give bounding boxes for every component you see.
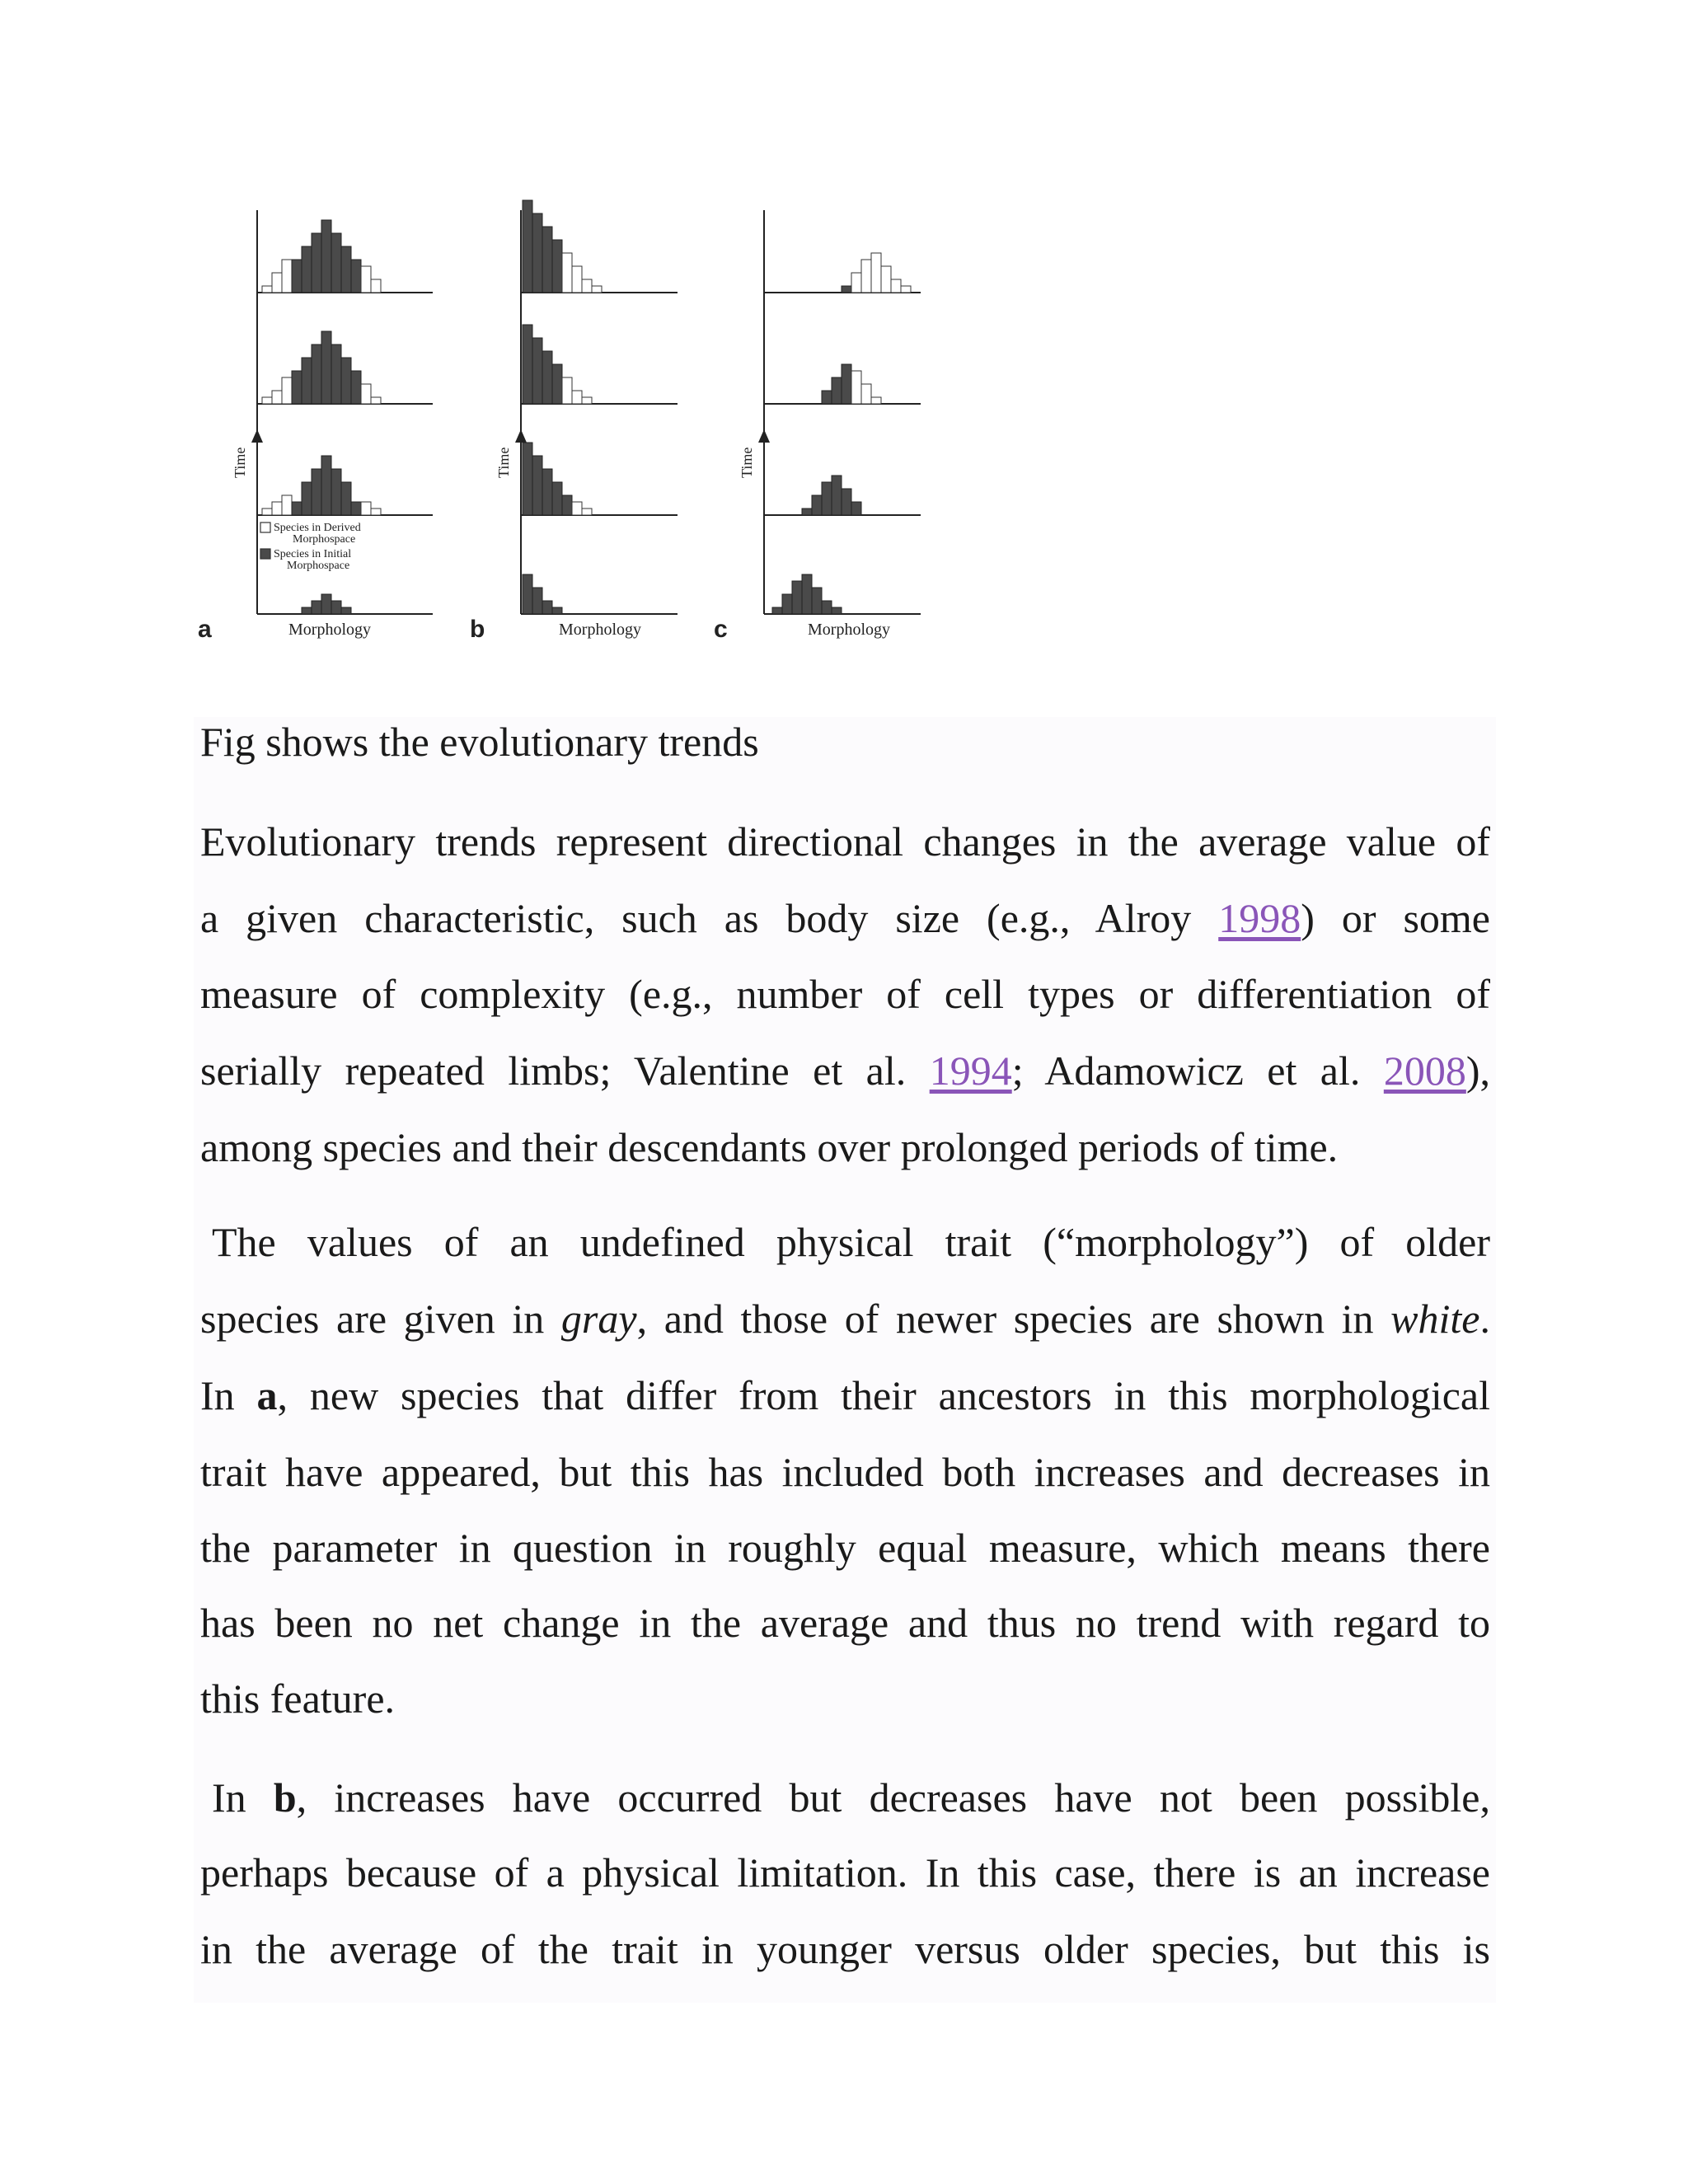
panel-a-row-3-initial-bar — [351, 371, 361, 404]
panel-b-row-4-initial-bar — [532, 213, 542, 293]
panel-a-row-3-initial-bar — [321, 331, 331, 404]
panel-a-row-4-derived-bar — [371, 279, 381, 293]
panel-b-row-4-initial-bar — [523, 200, 532, 293]
panel-c-row-1-initial-bar — [782, 594, 792, 614]
panel-b-row-3-derived-bar — [582, 397, 592, 404]
panel-c-time-arrow-icon — [758, 429, 770, 443]
panel-c-row-1-initial-bar — [822, 601, 832, 614]
legend-initial-line1: Species in Initial — [274, 548, 352, 560]
citation-link-1998[interactable]: 1998 — [1218, 895, 1301, 941]
p2-line-2-end: . — [1479, 1296, 1490, 1342]
panel-a-row-2-derived-bar — [282, 495, 292, 515]
panel-a-reference: a — [256, 1372, 278, 1418]
panel-c-row-1-initial-bar — [802, 574, 812, 614]
p3-line-1-start: In — [212, 1774, 274, 1821]
panel-a-row-2-initial-bar — [321, 456, 331, 515]
legend-derived-swatch — [260, 523, 270, 532]
panel-a-row-3-derived-bar — [262, 397, 272, 404]
panel-b-row-2-initial-bar — [562, 495, 572, 515]
panel-b-row-4-derived-bar — [572, 266, 582, 293]
p1-line-4-end: ), — [1465, 1047, 1490, 1094]
panel-b-xlabel: Morphology — [559, 621, 641, 639]
panel-c-row-4-derived-bar — [881, 266, 891, 293]
panel-a-row-3-initial-bar — [302, 358, 312, 404]
panel-a-row-2-initial-bar — [292, 502, 302, 515]
panel-a-row-4-initial-bar — [321, 220, 331, 293]
p2-line-2-text: species are given in — [200, 1296, 561, 1342]
panel-a-row-2-initial-bar — [351, 502, 361, 515]
p2-line-3 — [200, 1371, 1490, 1420]
panel-b-reference: b — [273, 1774, 297, 1821]
p3-line-3: in the average of the trait in younger versus older species, but this is — [200, 1926, 1490, 1972]
legend-initial-swatch — [260, 549, 270, 559]
p3-line-2: perhaps because of a physical limitation. In this case, there is an increase — [200, 1849, 1490, 1896]
p1-line-4-mid: ; Adamowicz et al. — [1011, 1047, 1384, 1094]
panel-a-row-4-initial-bar — [331, 233, 341, 293]
panel-c-row-2-initial-bar — [851, 502, 861, 515]
panel-b-row-4-derived-bar — [562, 253, 572, 293]
panel-a-row-2-initial-bar — [341, 482, 351, 515]
panel-a-row-4-derived-bar — [282, 260, 292, 293]
panel-a-row-4-initial-bar — [351, 260, 361, 293]
panel-a-row-3-initial-bar — [292, 371, 302, 404]
figure-caption: Fig shows the evolutionary trends — [200, 719, 759, 765]
panel-c-row-4-derived-bar — [861, 260, 871, 293]
panel-c-row-3-derived-bar — [851, 371, 861, 404]
p2-line-2-mid: , and those of newer species are shown in — [636, 1296, 1391, 1342]
panel-b-row-4-initial-bar — [552, 240, 562, 293]
panel-a-row-3-derived-bar — [282, 377, 292, 404]
panel-a-row-1-initial-bar — [341, 607, 351, 614]
panel-b-time-arrow-icon — [515, 429, 527, 443]
p2-line-7: this feature. — [200, 1675, 396, 1722]
p1-line-2-end: ) or some — [1301, 895, 1490, 941]
panel-b-row-3-initial-bar — [532, 338, 542, 404]
panel-a-time-arrow-icon — [251, 429, 263, 443]
panel-b-row-3-initial-bar — [552, 364, 562, 404]
panel-a-row-3-derived-bar — [272, 391, 282, 404]
p2-line-6: has been no net change in the average and thus no trend with regard to — [200, 1600, 1490, 1646]
panel-b-row-2-initial-bar — [552, 482, 562, 515]
legend-derived-line1: Species in Derived — [274, 522, 361, 534]
panel-b-row-3-derived-bar — [562, 377, 572, 404]
white-emphasis: white — [1390, 1296, 1480, 1342]
p3-line-1 — [212, 1773, 1490, 1822]
panel-a-row-3-derived-bar — [361, 384, 371, 404]
panel-a-row-4-derived-bar — [361, 266, 371, 293]
panel-b-row-2-initial-bar — [542, 469, 552, 515]
panel-c-row-1-initial-bar — [812, 588, 822, 614]
p2-line-1: The values of an undefined physical trait (“morphology”) of older — [212, 1219, 1490, 1265]
panel-b-row-3-initial-bar — [542, 351, 552, 404]
p1-line-5: among species and their descendants over prolonged periods of time. — [200, 1124, 1339, 1170]
panel-b-row-4-initial-bar — [542, 227, 552, 293]
p2-line-4: trait have appeared, but this has included both increases and decreases in — [200, 1449, 1490, 1495]
panel-c-row-2-initial-bar — [842, 489, 851, 515]
panel-a-xlabel: Morphology — [288, 621, 371, 639]
p1-line-4 — [200, 1046, 1490, 1095]
panel-b-row-2-initial-bar — [523, 443, 532, 515]
panel-c-row-1-initial-bar — [772, 607, 782, 614]
panel-a-row-4-derived-bar — [272, 273, 282, 293]
panel-c-row-4-derived-bar — [851, 273, 861, 293]
legend-initial-line2: Morphospace — [287, 560, 350, 572]
panel-c-row-3-derived-bar — [861, 384, 871, 404]
gray-emphasis: gray — [560, 1296, 637, 1342]
panel-b-ylabel: Time — [495, 447, 512, 478]
figure-svg — [190, 185, 948, 655]
panel-c-row-2-initial-bar — [822, 482, 832, 515]
panel-c-xlabel: Morphology — [808, 621, 890, 639]
p2-line-5: the parameter in question in roughly equal measure, which means there — [200, 1525, 1490, 1571]
panel-b-row-4-derived-bar — [582, 279, 592, 293]
panel-a-row-4-initial-bar — [312, 233, 321, 293]
panel-b-row-1-initial-bar — [552, 607, 562, 614]
panel-a-row-1-initial-bar — [312, 601, 321, 614]
panel-a-ylabel: Time — [232, 447, 248, 478]
panel-c — [714, 210, 921, 643]
panel-b-row-1-initial-bar — [523, 574, 532, 614]
p2-line-2 — [200, 1294, 1490, 1343]
panel-c-row-4-initial-bar — [842, 286, 851, 293]
p1-line-2 — [200, 893, 1490, 943]
panel-b-row-2-derived-bar — [582, 509, 592, 515]
panel-c-row-2-initial-bar — [802, 509, 812, 515]
p1-line-1: Evolutionary trends represent directional changes in the average value of — [200, 818, 1490, 865]
panel-c-row-2-initial-bar — [812, 495, 822, 515]
panel-b-letter: b — [470, 616, 485, 643]
panel-a-row-4-derived-bar — [262, 286, 272, 293]
panel-a-letter: a — [198, 616, 212, 643]
panel-c-row-1-initial-bar — [792, 581, 802, 614]
panel-a-row-3-derived-bar — [371, 397, 381, 404]
p1-line-3: measure of complexity (e.g., number of cell types or differentiation of — [200, 971, 1490, 1017]
panel-a-row-2-derived-bar — [262, 509, 272, 515]
panel-c-row-4-derived-bar — [871, 253, 881, 293]
citation-link-2008[interactable]: 2008 — [1383, 1047, 1466, 1094]
panel-c-row-4-derived-bar — [901, 286, 911, 293]
p3-line-1-text: , increases have occurred but decreases have not been possible, — [296, 1774, 1490, 1821]
panel-c-row-3-initial-bar — [832, 377, 842, 404]
panel-a-row-2-derived-bar — [361, 502, 371, 515]
article-text — [194, 717, 1496, 2003]
panel-a-row-3-initial-bar — [312, 344, 321, 404]
panel-a-row-1-initial-bar — [321, 594, 331, 614]
panel-a-row-2-initial-bar — [331, 469, 341, 515]
panel-a-row-1-initial-bar — [302, 607, 312, 614]
panel-a-row-3-initial-bar — [331, 344, 341, 404]
panel-b — [470, 200, 678, 643]
panel-b-row-3-initial-bar — [523, 325, 532, 404]
panel-c-ylabel: Time — [738, 447, 755, 478]
legend-derived-line2: Morphospace — [293, 533, 356, 546]
panel-a-row-3-initial-bar — [341, 358, 351, 404]
panel-b-row-1-initial-bar — [532, 588, 542, 614]
panel-a-row-2-derived-bar — [371, 509, 381, 515]
panel-b-row-2-derived-bar — [572, 502, 582, 515]
panel-c-row-3-initial-bar — [842, 364, 851, 404]
panel-a-row-4-initial-bar — [341, 246, 351, 293]
panel-a — [198, 210, 433, 643]
panel-c-row-1-initial-bar — [832, 607, 842, 614]
panel-c-letter: c — [714, 616, 728, 643]
panel-c-row-3-derived-bar — [871, 397, 881, 404]
panel-c-row-3-initial-bar — [822, 391, 832, 404]
panel-b-row-1-initial-bar — [542, 601, 552, 614]
panel-a-legend — [260, 522, 361, 572]
panel-a-row-2-initial-bar — [312, 469, 321, 515]
panel-a-row-1-initial-bar — [331, 601, 341, 614]
p2-line-3-text: , new species that differ from their ancestors in this morphological — [277, 1372, 1490, 1418]
panel-a-row-2-initial-bar — [302, 482, 312, 515]
panel-c-row-4-derived-bar — [891, 279, 901, 293]
panel-a-row-4-initial-bar — [292, 260, 302, 293]
panel-c-row-2-initial-bar — [832, 476, 842, 515]
citation-link-1994[interactable]: 1994 — [929, 1047, 1012, 1094]
panel-b-row-3-derived-bar — [572, 391, 582, 404]
p1-line-4-text: serially repeated limbs; Valentine et al. — [200, 1047, 930, 1094]
panel-a-row-4-initial-bar — [302, 246, 312, 293]
panel-b-row-4-derived-bar — [592, 286, 602, 293]
panel-b-row-2-initial-bar — [532, 456, 542, 515]
p1-line-2-text: a given characteristic, such as body size (e.g., Alroy — [200, 895, 1219, 941]
p2-line-3-start: In — [200, 1372, 257, 1418]
panel-a-row-2-derived-bar — [272, 502, 282, 515]
evolutionary-trends-figure — [190, 185, 948, 655]
